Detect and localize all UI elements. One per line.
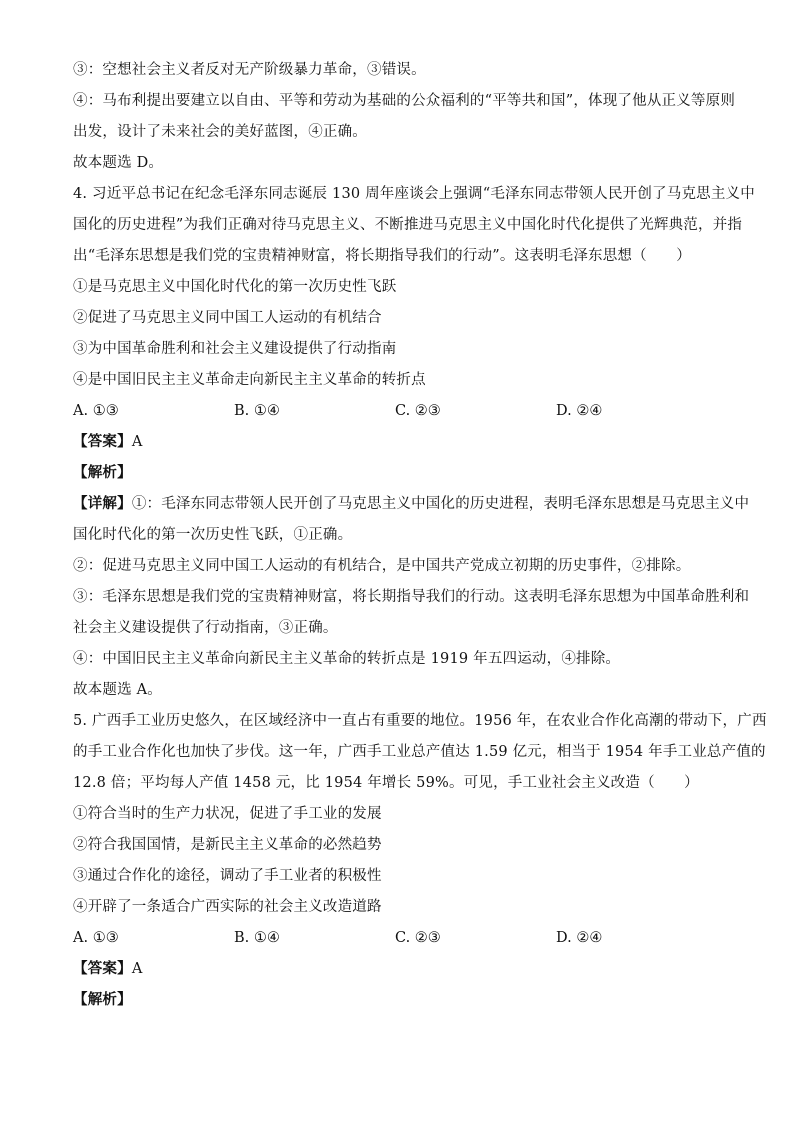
q5-option-b: B. ①④ [234, 930, 280, 946]
answer-value: A [131, 434, 143, 450]
q4-stem-line: 国化的历史进程”为我们正确对待马克思主义、不断推进马克思主义中国化时代化提供了光辉典范，并指 [73, 217, 743, 233]
q4-detail-line [73, 494, 750, 514]
q4-options [73, 401, 728, 421]
q5-stem-line: 12.8 倍；平均每人产值 1458 元，比 1954 年增长 59%。可见，手工业社会主义改造（ ） [73, 775, 699, 791]
text-line: 出发，设计了未来社会的美好蓝图，④正确。 [73, 124, 367, 140]
q4-stem-line: 出“毛泽东思想是我们党的宝贵精神财富，将长期指导我们的行动”。这表明毛泽东思想（ ） [73, 248, 691, 264]
q4-option-a: A. ①③ [73, 403, 119, 419]
q4-item: ③为中国革命胜利和社会主义建设提供了行动指南 [73, 341, 397, 357]
q4-detail-line: ③：毛泽东思想是我们党的宝贵精神财富，将长期指导我们的行动。这表明毛泽东思想为中国革命胜利和 [73, 589, 750, 605]
q4-answer [73, 432, 728, 452]
q5-analysis-label: 【解析】 [73, 991, 132, 1008]
q5-item: ③通过合作化的途径，调动了手工业者的积极性 [73, 868, 382, 884]
q4-analysis-label: 【解析】 [73, 464, 132, 481]
answer-label: 【答案】 [73, 433, 132, 450]
q4-item: ④是中国旧民主主义革命走向新民主主义革命的转折点 [73, 372, 426, 388]
q5-options [73, 928, 728, 948]
q4-stem-line: 4. 习近平总书记在纪念毛泽东同志诞辰 130 周年座谈会上强调“毛泽东同志带领人民开创了马克思主义中 [73, 186, 755, 202]
q5-option-d: D. ②④ [556, 930, 603, 946]
text-line: ④：马布利提出要建立以自由、平等和劳动为基础的公众福利的“平等共和国”，体现了他从正义等原则 [73, 93, 736, 109]
q4-detail-line: ④：中国旧民主主义革命向新民主主义革命的转折点是 1919 年五四运动，④排除。 [73, 651, 621, 667]
q4-option-b: B. ①④ [234, 403, 280, 419]
text-line: 故本题选 D。 [73, 155, 164, 171]
q4-option-d: D. ②④ [556, 403, 603, 419]
q4-detail-line: 社会主义建设提供了行动指南，③正确。 [73, 620, 338, 636]
q4-option-c: C. ②③ [395, 403, 441, 419]
text-line: ③：空想社会主义者反对无产阶级暴力革命，③错误。 [73, 62, 426, 78]
q5-answer [73, 959, 728, 979]
q4-item: ①是马克思主义中国化时代化的第一次历史性飞跃 [73, 279, 397, 295]
q5-item: ④开辟了一条适合广西实际的社会主义改造道路 [73, 899, 382, 915]
q5-stem-line: 的手工业合作化也加快了步伐。这一年，广西手工业总产值达 1.59 亿元，相当于 1954 年手工业总产值的 [73, 744, 766, 760]
answer-label: 【答案】 [73, 960, 132, 977]
detail-label: 【详解】 [73, 495, 132, 512]
q4-item: ②促进了马克思主义同中国工人运动的有机结合 [73, 310, 382, 326]
answer-value: A [131, 961, 143, 977]
q4-detail-line: 故本题选 A。 [73, 682, 162, 698]
q5-item: ②符合我国国情，是新民主主义革命的必然趋势 [73, 837, 382, 853]
q5-option-a: A. ①③ [73, 930, 119, 946]
q4-detail-line: 国化时代化的第一次历史性飞跃，①正确。 [73, 527, 353, 543]
detail-text: ①：毛泽东同志带领人民开创了马克思主义中国化的历史进程，表明毛泽东思想是马克思主义中 [131, 496, 750, 512]
q4-detail-line: ②：促进马克思主义同中国工人运动的有机结合，是中国共产党成立初期的历史事件，②排除。 [73, 558, 691, 574]
q5-item: ①符合当时的生产力状况，促进了手工业的发展 [73, 806, 382, 822]
q5-option-c: C. ②③ [395, 930, 441, 946]
q5-stem-line: 5. 广西手工业历史悠久，在区域经济中一直占有重要的地位。1956 年，在农业合作化高潮的带动下，广西 [73, 713, 767, 729]
document-page [73, 60, 767, 1021]
